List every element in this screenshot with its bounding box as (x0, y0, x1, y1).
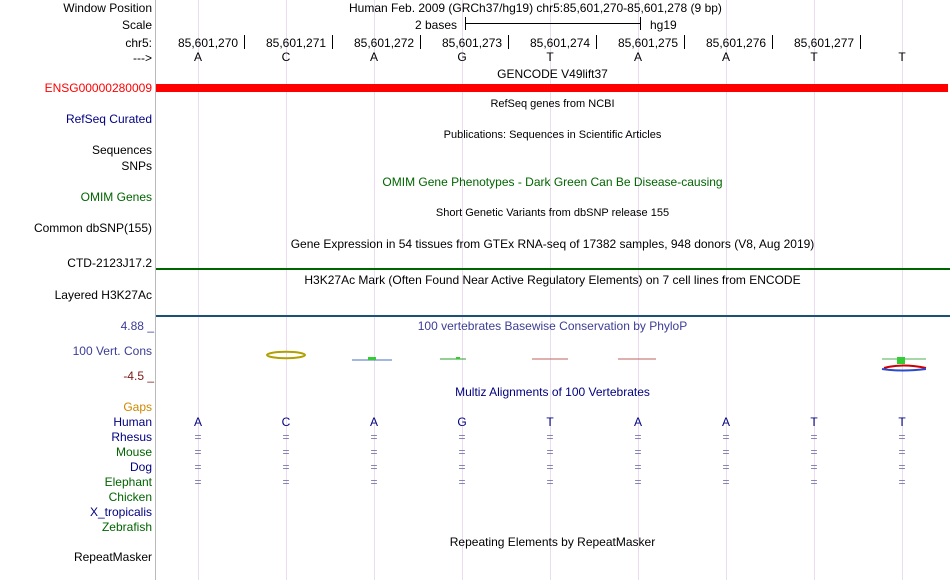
base: A (369, 50, 378, 64)
base: A (633, 50, 642, 64)
gencode-track-title[interactable]: GENCODE V49lift37 (497, 67, 608, 81)
omim-label[interactable]: OMIM Genes (80, 190, 152, 204)
phylop-signal (156, 340, 950, 380)
sequences-label[interactable]: Sequences (91, 143, 152, 157)
refseq-label[interactable]: RefSeq Curated (65, 112, 152, 126)
h3k27ac-track-title[interactable]: H3K27Ac Mark (Often Found Near Active Regulatory Elements) on 7 cell lines from ENCODE (304, 273, 801, 287)
match-symbol: = (810, 475, 818, 489)
ruler-coord: 85,601,271 (266, 36, 327, 50)
phylop-label[interactable]: 100 Vert. Cons (72, 344, 152, 358)
scale-assembly: hg19 (650, 18, 677, 32)
publications-track-title[interactable]: Publications: Sequences in Scientific Articles (443, 129, 662, 141)
scale-text: 2 bases (415, 18, 458, 32)
snps-label[interactable]: SNPs (121, 159, 152, 173)
match-symbol: = (282, 430, 290, 444)
species-label-chicken[interactable]: Chicken (108, 490, 152, 504)
match-symbol: = (634, 430, 642, 444)
base: G (457, 50, 467, 64)
ruler-tick (596, 35, 597, 49)
match-symbol: = (546, 460, 554, 474)
ruler-coord: 85,601,276 (706, 36, 767, 50)
species-label-human[interactable]: Human (113, 415, 152, 429)
base: A (193, 50, 202, 64)
match-symbol: = (898, 460, 906, 474)
match-symbol: = (722, 430, 730, 444)
match-symbol: = (458, 430, 466, 444)
gaps-label: Gaps (123, 400, 152, 414)
dbsnp-track-title[interactable]: Short Genetic Variants from dbSNP release 155 (435, 207, 670, 219)
phylop-max-label: 4.88 _ (120, 319, 154, 333)
h3k27ac-label[interactable]: Layered H3K27Ac (54, 288, 152, 302)
match-symbol: = (194, 475, 202, 489)
dbsnp-label[interactable]: Common dbSNP(155) (33, 221, 152, 235)
base: T (898, 50, 906, 64)
species-label-rhesus[interactable]: Rhesus (111, 430, 152, 444)
match-symbol: = (810, 445, 818, 459)
species-label-mouse[interactable]: Mouse (115, 445, 152, 459)
gencode-gene-label[interactable]: ENSG00000280009 (44, 81, 152, 95)
match-symbol: = (458, 460, 466, 474)
match-symbol: = (898, 475, 906, 489)
gtex-gene-label[interactable]: CTD-2123J17.2 (67, 256, 152, 270)
ruler-tick (684, 35, 685, 49)
match-symbol: = (810, 460, 818, 474)
chrom-label: chr5: (125, 36, 152, 50)
ruler-tick (508, 35, 509, 49)
match-symbol: = (458, 475, 466, 489)
ruler-coord: 85,601,270 (178, 36, 239, 50)
alignment-base: C (281, 415, 291, 429)
ruler-coord: 85,601,273 (442, 36, 503, 50)
window-position-value: Human Feb. 2009 (GRCh37/hg19) chr5:85,601,270-85,601,278 (9 bp) (349, 1, 722, 15)
alignment-base: T (898, 415, 906, 429)
species-label-dog[interactable]: Dog (129, 460, 152, 474)
match-symbol: = (282, 475, 290, 489)
match-symbol: = (282, 460, 290, 474)
species-label-zebrafish[interactable]: Zebrafish (101, 520, 152, 534)
match-symbol: = (898, 430, 906, 444)
ruler-coord: 85,601,277 (794, 36, 855, 50)
ruler-tick (244, 35, 245, 49)
gtex-track-title[interactable]: Gene Expression in 54 tissues from GTEx RNA-seq of 17382 samples, 948 donors (V8, Aug 2019) (290, 237, 815, 251)
ruler-coord: 85,601,274 (530, 36, 591, 50)
strand-label: ---> (133, 51, 152, 65)
repeatmasker-label[interactable]: RepeatMasker (73, 550, 152, 564)
species-label-x-tropicalis[interactable]: X_tropicalis (89, 505, 152, 519)
alignment-base: A (633, 415, 642, 429)
ruler-coord: 85,601,272 (354, 36, 415, 50)
match-symbol: = (194, 460, 202, 474)
match-symbol: = (722, 475, 730, 489)
match-symbol: = (370, 475, 378, 489)
ruler-tick (860, 35, 861, 49)
base: A (721, 50, 730, 64)
match-symbol: = (898, 445, 906, 459)
base: T (546, 50, 554, 64)
alignment-base: A (369, 415, 378, 429)
ruler-tick (772, 35, 773, 49)
match-symbol: = (634, 460, 642, 474)
match-symbol: = (458, 445, 466, 459)
match-symbol: = (634, 475, 642, 489)
match-symbol: = (194, 445, 202, 459)
alignment-base: G (457, 415, 467, 429)
match-symbol: = (546, 430, 554, 444)
base: C (281, 50, 291, 64)
ruler-tick (332, 35, 333, 49)
ruler-tick (420, 35, 421, 49)
match-symbol: = (546, 445, 554, 459)
gencode-gene-bar[interactable] (156, 84, 948, 92)
gtex-divider (156, 268, 950, 270)
h3k27ac-divider (156, 315, 950, 317)
scale-label: Scale (121, 18, 152, 32)
base: T (810, 50, 818, 64)
ruler-coord: 85,601,275 (618, 36, 679, 50)
alignment-base: T (546, 415, 554, 429)
refseq-track-title[interactable]: RefSeq genes from NCBI (490, 98, 615, 110)
phylop-min-label: -4.5 _ (123, 369, 154, 383)
match-symbol: = (370, 460, 378, 474)
match-symbol: = (370, 445, 378, 459)
match-symbol: = (282, 445, 290, 459)
multiz-track-title[interactable]: Multiz Alignments of 100 Vertebrates (455, 385, 650, 399)
match-symbol: = (634, 445, 642, 459)
omim-track-title[interactable]: OMIM Gene Phenotypes - Dark Green Can Be Disease-causing (382, 175, 723, 189)
repeatmasker-track-title[interactable]: Repeating Elements by RepeatMasker (449, 535, 656, 549)
match-symbol: = (722, 445, 730, 459)
match-symbol: = (370, 430, 378, 444)
match-symbol: = (194, 430, 202, 444)
species-label-elephant[interactable]: Elephant (104, 475, 152, 489)
phylop-track-title[interactable]: 100 vertebrates Basewise Conservation by PhyloP (417, 319, 688, 333)
alignment-base: T (810, 415, 818, 429)
match-symbol: = (722, 460, 730, 474)
match-symbol: = (546, 475, 554, 489)
alignment-base: A (193, 415, 202, 429)
alignment-base: A (721, 415, 730, 429)
match-symbol: = (810, 430, 818, 444)
window-position-label: Window Position (63, 1, 152, 15)
